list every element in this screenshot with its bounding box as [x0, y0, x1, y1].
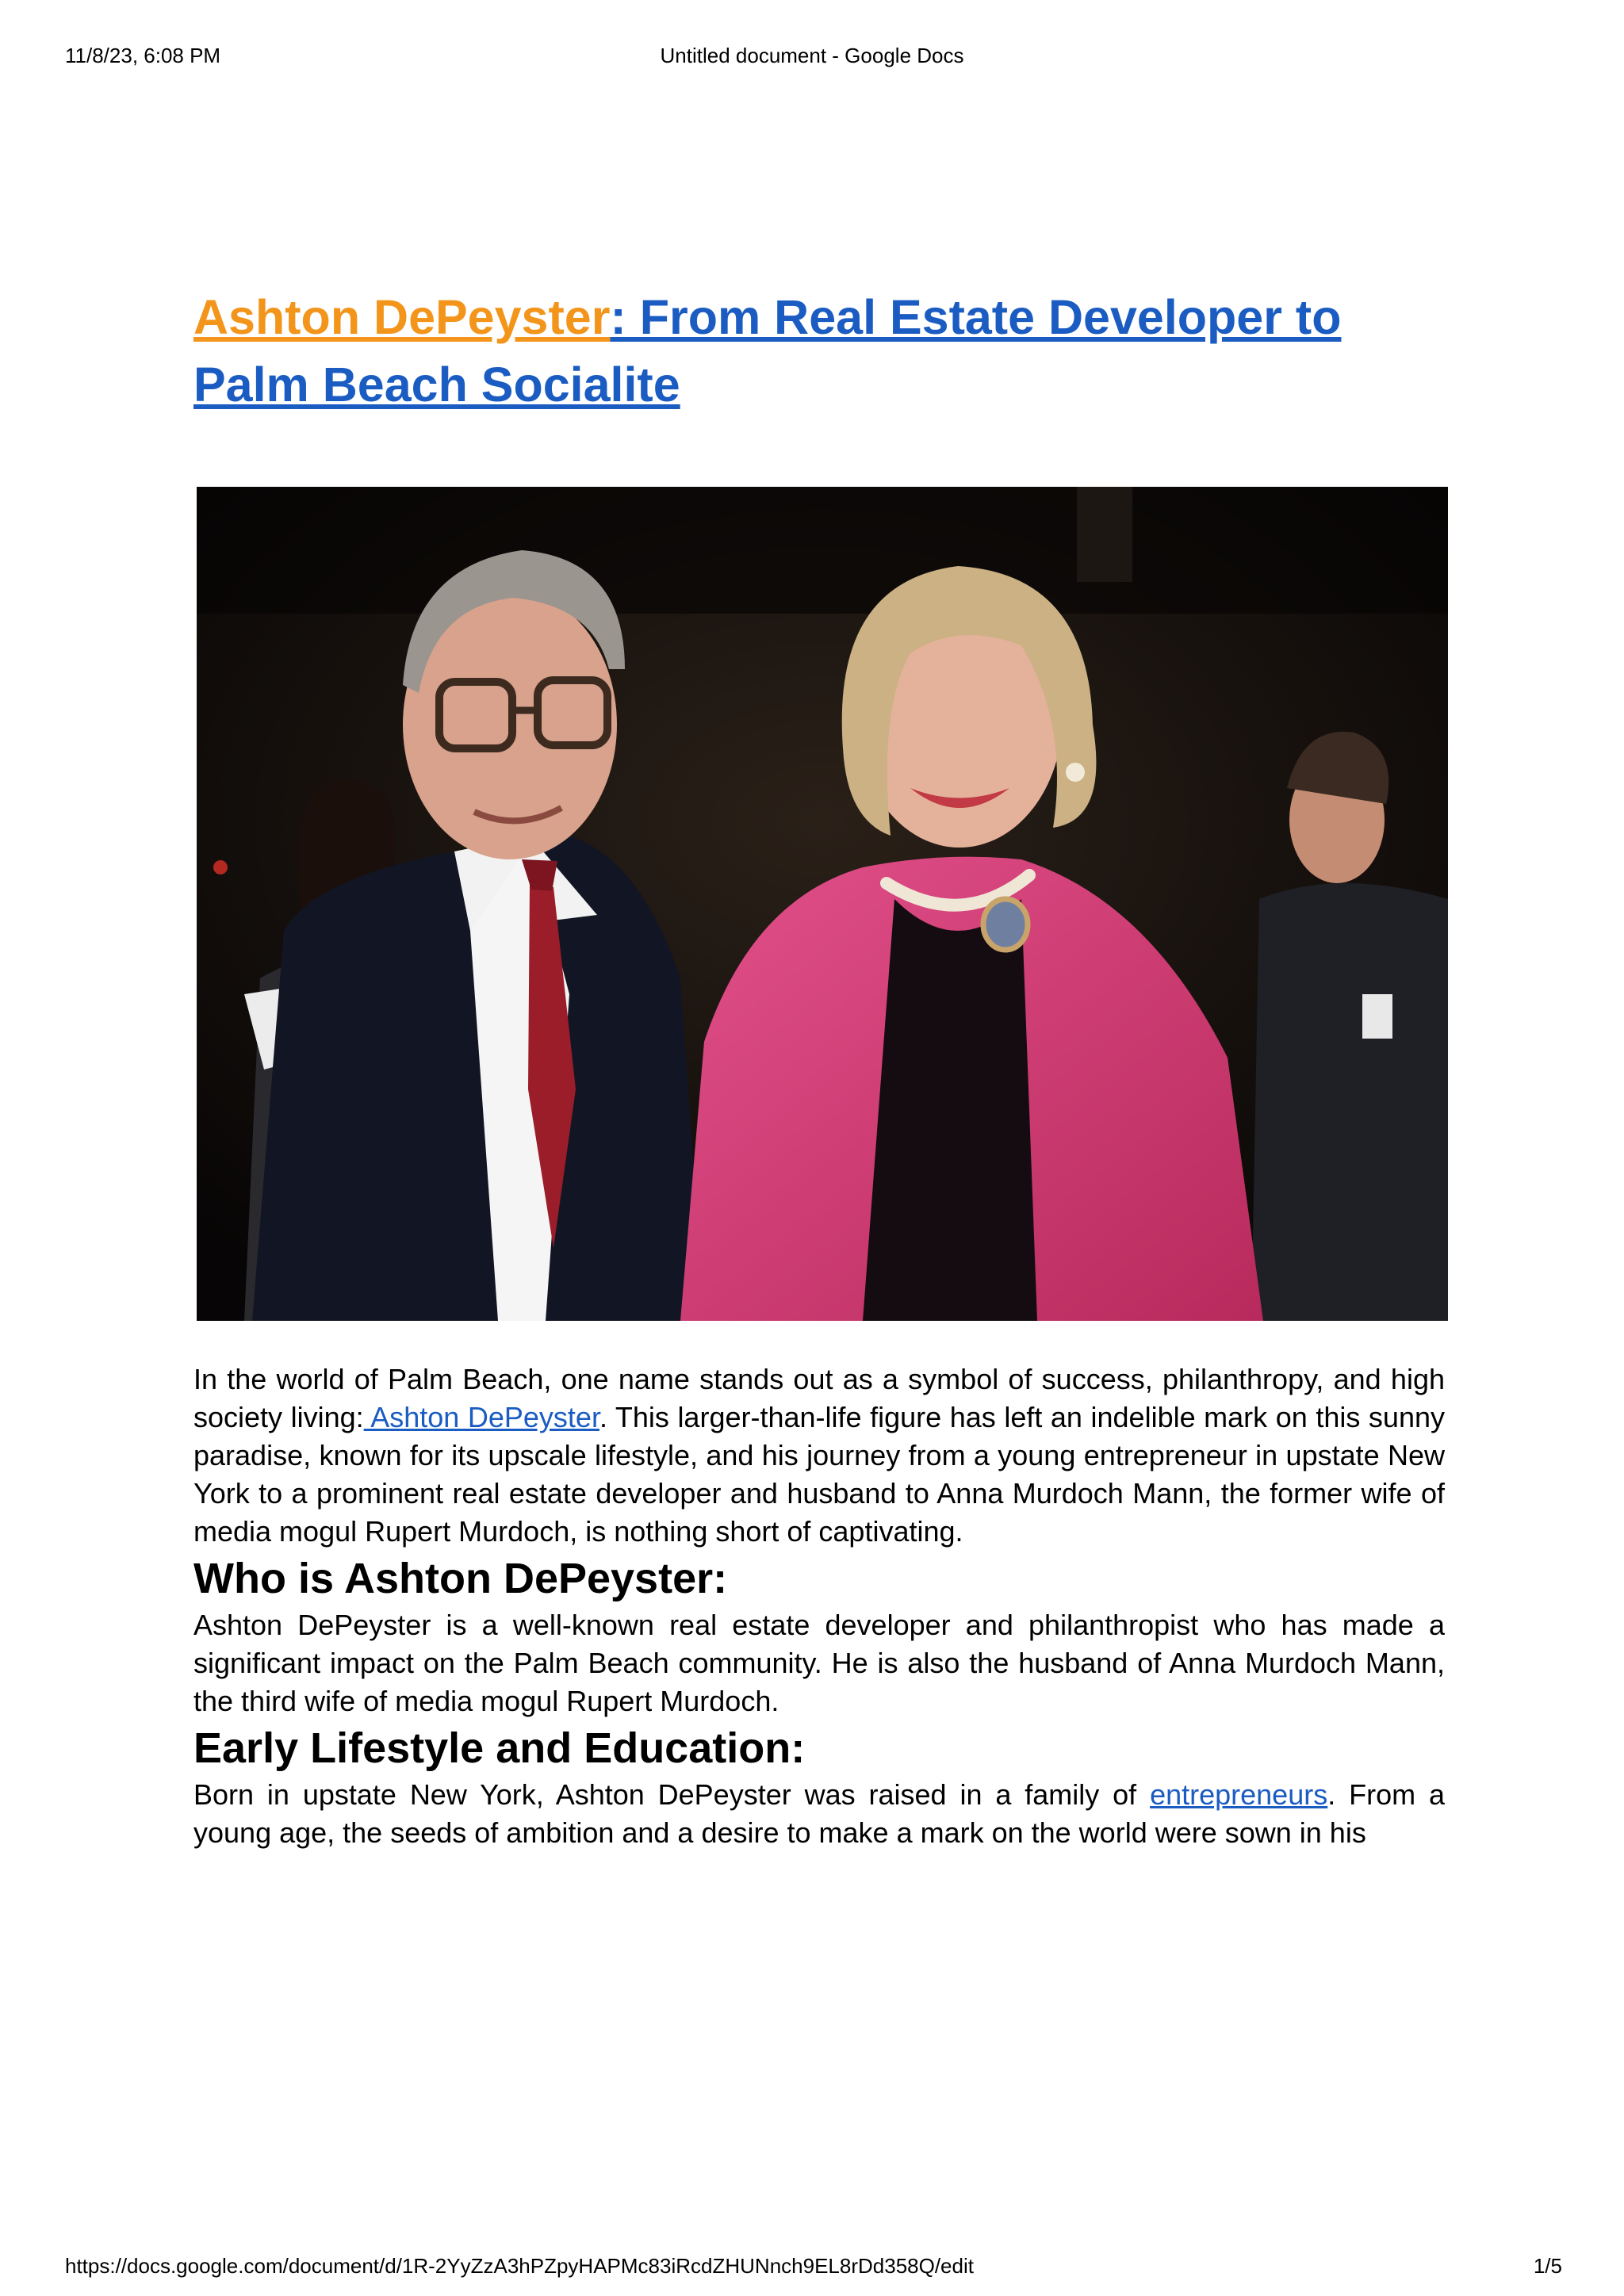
heading-who-is: Who is Ashton DePeyster: — [193, 1555, 728, 1602]
intro-text-end: . This larger-than-life figure has left an indelible mark on this sunny paradise, known for its upscale lifestyle, and his journey from a young entrepreneur in upstate New York to a prominent real estate developer and husband to Anna Murdoch Mann, the former wife of media mogul Rupert Murdoch, is nothing short of captivating. — [193, 1401, 1445, 1548]
hero-photo — [197, 487, 1448, 1321]
print-url: https://docs.google.com/document/d/1R-2YyZzA3hPZpyHAPMc83iRcdZHUNnch9EL8rDd358Q/edit — [65, 2254, 974, 2278]
early-text-start: Born in upstate New York, Ashton DePeyster was raised in a family of — [193, 1778, 1151, 1811]
print-footer — [0, 2250, 1624, 2282]
page-number: 1/5 — [1533, 2254, 1562, 2278]
intro-name-link[interactable]: Ashton DePeyster — [363, 1401, 599, 1433]
heading-early-lifestyle: Early Lifestyle and Education: — [193, 1724, 806, 1772]
print-datetime: 11/8/23, 6:08 PM — [65, 44, 221, 67]
title-link-rest[interactable]: : From Real Estate Developer to Palm Beach Socialite — [193, 290, 1342, 411]
print-tab-title: Untitled document - Google Docs — [660, 44, 964, 67]
document-page — [193, 284, 1445, 1852]
print-header — [0, 40, 1624, 71]
document-title — [193, 284, 1445, 419]
who-is-paragraph: Ashton DePeyster is a well-known real estate developer and philanthropist who has made a significant impact on the Palm Beach community. He is also the husband of Anna Murdoch Mann, the third wife of media mogul Rupert Murdoch. — [193, 1609, 1445, 1717]
intro-paragraph — [193, 1360, 1445, 1551]
entrepreneurs-link[interactable]: entrepreneurs — [1150, 1778, 1328, 1811]
title-link-name[interactable]: Ashton DePeyster — [193, 290, 611, 344]
hero-photo-illustration — [197, 487, 1448, 1321]
early-lifestyle-paragraph — [193, 1776, 1445, 1852]
early-text-end: . From a young age, the seeds of ambition and a desire to make a mark on the world were sown in his — [193, 1778, 1446, 1849]
intro-text-start: In the world of Palm Beach, one name stands out as a symbol of success, philanthropy, and high society living: — [193, 1363, 1445, 1433]
